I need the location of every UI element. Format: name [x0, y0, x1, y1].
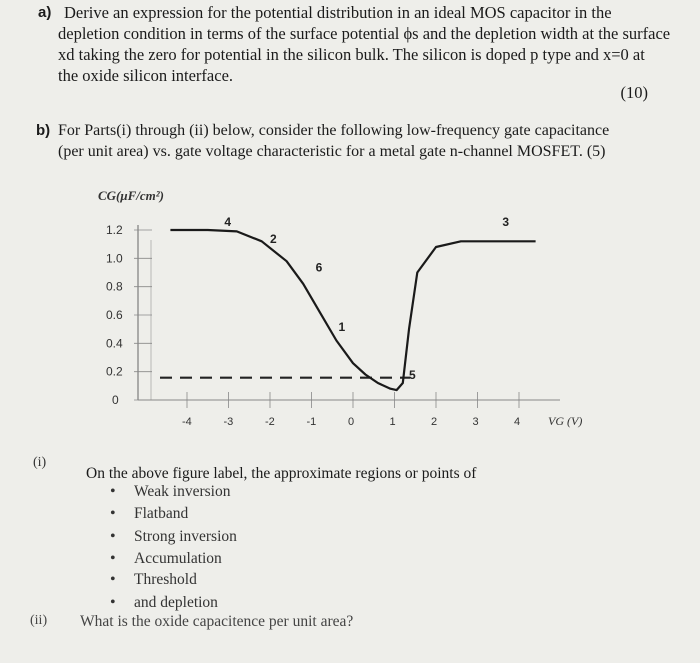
x-tick-label: 4: [514, 416, 521, 428]
x-tick-label: 0: [348, 416, 355, 428]
cv-chart-svg: [0, 180, 700, 440]
question-a-line: depletion condition in terms of the surface potential ϕs and the depletion width at the surface: [58, 24, 671, 43]
question-a-marks: (10): [620, 83, 648, 102]
part-i-list-item: [110, 505, 188, 523]
y-tick-label: 1.2: [106, 223, 123, 237]
bullet-icon: •: [110, 594, 116, 611]
question-b-line: For Parts(i) through (ii) below, consider the following low-frequency gate capacitance: [58, 122, 610, 139]
part-i-list-item-label: Flatband: [134, 505, 189, 522]
bullet-icon: •: [110, 550, 116, 567]
part-i-list-item: [110, 571, 197, 589]
part-ii-number: (ii): [30, 613, 48, 628]
question-a: [38, 2, 678, 102]
y-tick-label: 0.2: [106, 364, 123, 379]
y-tick-label: 0.6: [106, 308, 123, 322]
cv-chart: [0, 180, 700, 440]
part-i-list-item-label: Strong inversion: [134, 528, 237, 545]
part-i-list-item-label: and depletion: [134, 594, 218, 611]
question-b-line: (per unit area) vs. gate voltage characteristic for a metal gate n-channel MOSFET. (5): [58, 143, 606, 160]
x-tick-label: -2: [265, 416, 275, 428]
part-ii-text: What is the oxide capacitence per unit area?: [80, 613, 354, 630]
question-a-line: Derive an expression for the potential distribution in an ideal MOS capacitor in the: [64, 3, 612, 22]
curve-point-label: 1: [338, 319, 346, 334]
part-i-list-item-label: Weak inversion: [134, 483, 231, 500]
bullet-icon: •: [110, 528, 116, 545]
curve-point-label: 5: [409, 368, 416, 382]
part-i-text: On the above figure label, the approximate regions or points of: [86, 465, 477, 482]
curve-point-label: 4: [224, 215, 232, 229]
y-tick-label: 0: [112, 393, 119, 407]
part-i-list-item-label: Accumulation: [134, 550, 222, 567]
y-tick-label: 0.8: [106, 279, 123, 294]
x-axis-label: VG (V): [548, 414, 583, 428]
curve-point-label: 2: [270, 232, 277, 246]
question-a-line: the oxide silicon interface.: [58, 66, 234, 85]
y-axis-label: CG(μF/cm²): [98, 188, 165, 203]
part-i-list-item: [110, 594, 218, 612]
x-tick-label: -3: [223, 416, 234, 428]
question-a-letter: a): [38, 4, 52, 21]
x-tick-label: 1: [389, 416, 396, 428]
curve-point-label: 3: [502, 215, 510, 229]
x-tick-label: -4: [182, 416, 192, 428]
question-a-line: xd taking the zero for potential in the silicon bulk. The silicon is doped p type and x=0 at: [58, 45, 645, 64]
bullet-icon: •: [110, 483, 116, 500]
curve-point-label: 6: [315, 260, 323, 275]
bullet-icon: •: [110, 505, 116, 522]
question-b-letter: b): [36, 122, 51, 139]
cv-curve: [170, 230, 535, 390]
part-i-list-item: [110, 483, 230, 501]
part-i-list-item-label: Threshold: [134, 571, 197, 588]
part-i-number: (i): [33, 455, 47, 470]
x-tick-label: 2: [431, 416, 438, 428]
part-i-list-item: [110, 528, 237, 546]
y-tick-label: 1.0: [106, 251, 123, 266]
question-b: [36, 120, 676, 162]
y-tick-label: 0.4: [106, 336, 123, 351]
x-tick-label: -1: [306, 416, 317, 428]
bullet-icon: •: [110, 571, 116, 588]
part-i-list-item: [110, 550, 222, 568]
x-tick-label: 3: [472, 416, 479, 428]
